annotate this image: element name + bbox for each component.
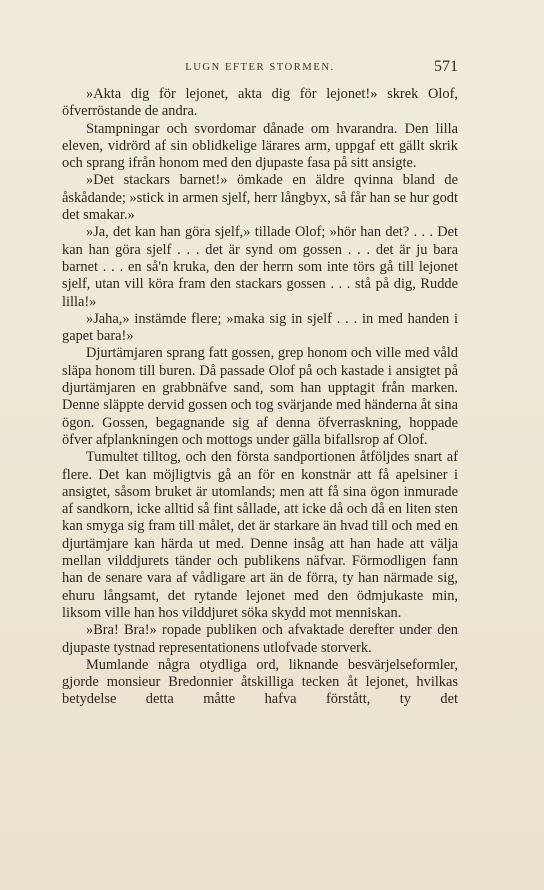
paragraph: »Jaha,» instämde flere; »maka sig in sjelf . . . in med handen i gapet bara!» [62,310,458,345]
paragraph: »Det stackars barnet!» ömkade en äldre qvinna bland de åskådande; »stick in armen sjelf, herr långbyx, så får han se hur godt det smakar.» [62,172,458,224]
page-body [62,86,458,709]
paragraph: Tumultet tilltog, och den första sandportionen åtföljdes snart af flere. Det kan möjligtvis gå an för en konstnär att få apelsiner i ansigtet, såsom bruket är utomlands; men att få sina ögon inmurade af sandkorn, icke alltid så fint sållade, att icke då och då en liten sten kan smyga sig fram till målet, det är starkare än hvad till och med en djurtämjare kan härda ut med. Denne insåg att han hade att välja mellan vilddjurets tänder och publikens näfvar. Förmodligen fann han de senare vara af vådligare art än de förra, ty han närmade sig, ehuru långsamt, det rytande lejonet med den ödmjukaste min, liksom ville han hos vilddjuret söka skydd mot menniskan. [62,449,458,621]
paragraph: »Ja, det kan han göra sjelf,» tillade Olof; »hör han det? . . . Det kan han göra sjelf . . . det är synd om gossen . . . det är ju bara barnet . . . en så'n kruka, den der herrn som inte törs gå till lejonet sjelf, utan vill köra fram den stackars gossen . . . stå på dig, Rudde lilla!» [62,224,458,310]
paragraph: Djurtämjaren sprang fatt gossen, grep honom och ville med våld släpa honom till buren. Då passade Olof på och kastade i ansigtet på djurtämjaren en grabbnäfve sand, som han upptagit från marken. Denne släppte dervid gossen och tog svärjande med händerna åt sina ögon. Gossen, begagnande sig af denna öfverraskning, hoppade öfver afplankningen och mottogs under gälla bifallsrop af Olof. [62,345,458,448]
paragraph: Mumlande några otydliga ord, liknande besvärjelseformler, gjorde monsieur Bredonnier åtskilliga tecken åt lejonet, hvilkas betydelse detta måtte hafva förstått, ty det [62,656,458,708]
paragraph: Stampningar och svordomar dånade om hvarandra. Den lilla eleven, vidrörd af sin oblidkelige lärares arm, uppgaf ett gällt skrik och sprang ifrån honom med den djupaste fasa på sitt ansigte. [62,120,458,172]
running-title: LUGN EFTER STORMEN. [185,62,335,73]
page-header [62,60,458,80]
page-number: 571 [434,58,458,75]
paragraph: »Akta dig för lejonet, akta dig för lejonet!» skrek Olof, öfverröstande de andra. [62,86,458,120]
paragraph: »Bra! Bra!» ropade publiken och afvaktade derefter under den djupaste tystnad representationens utlofvade storverk. [62,622,458,656]
